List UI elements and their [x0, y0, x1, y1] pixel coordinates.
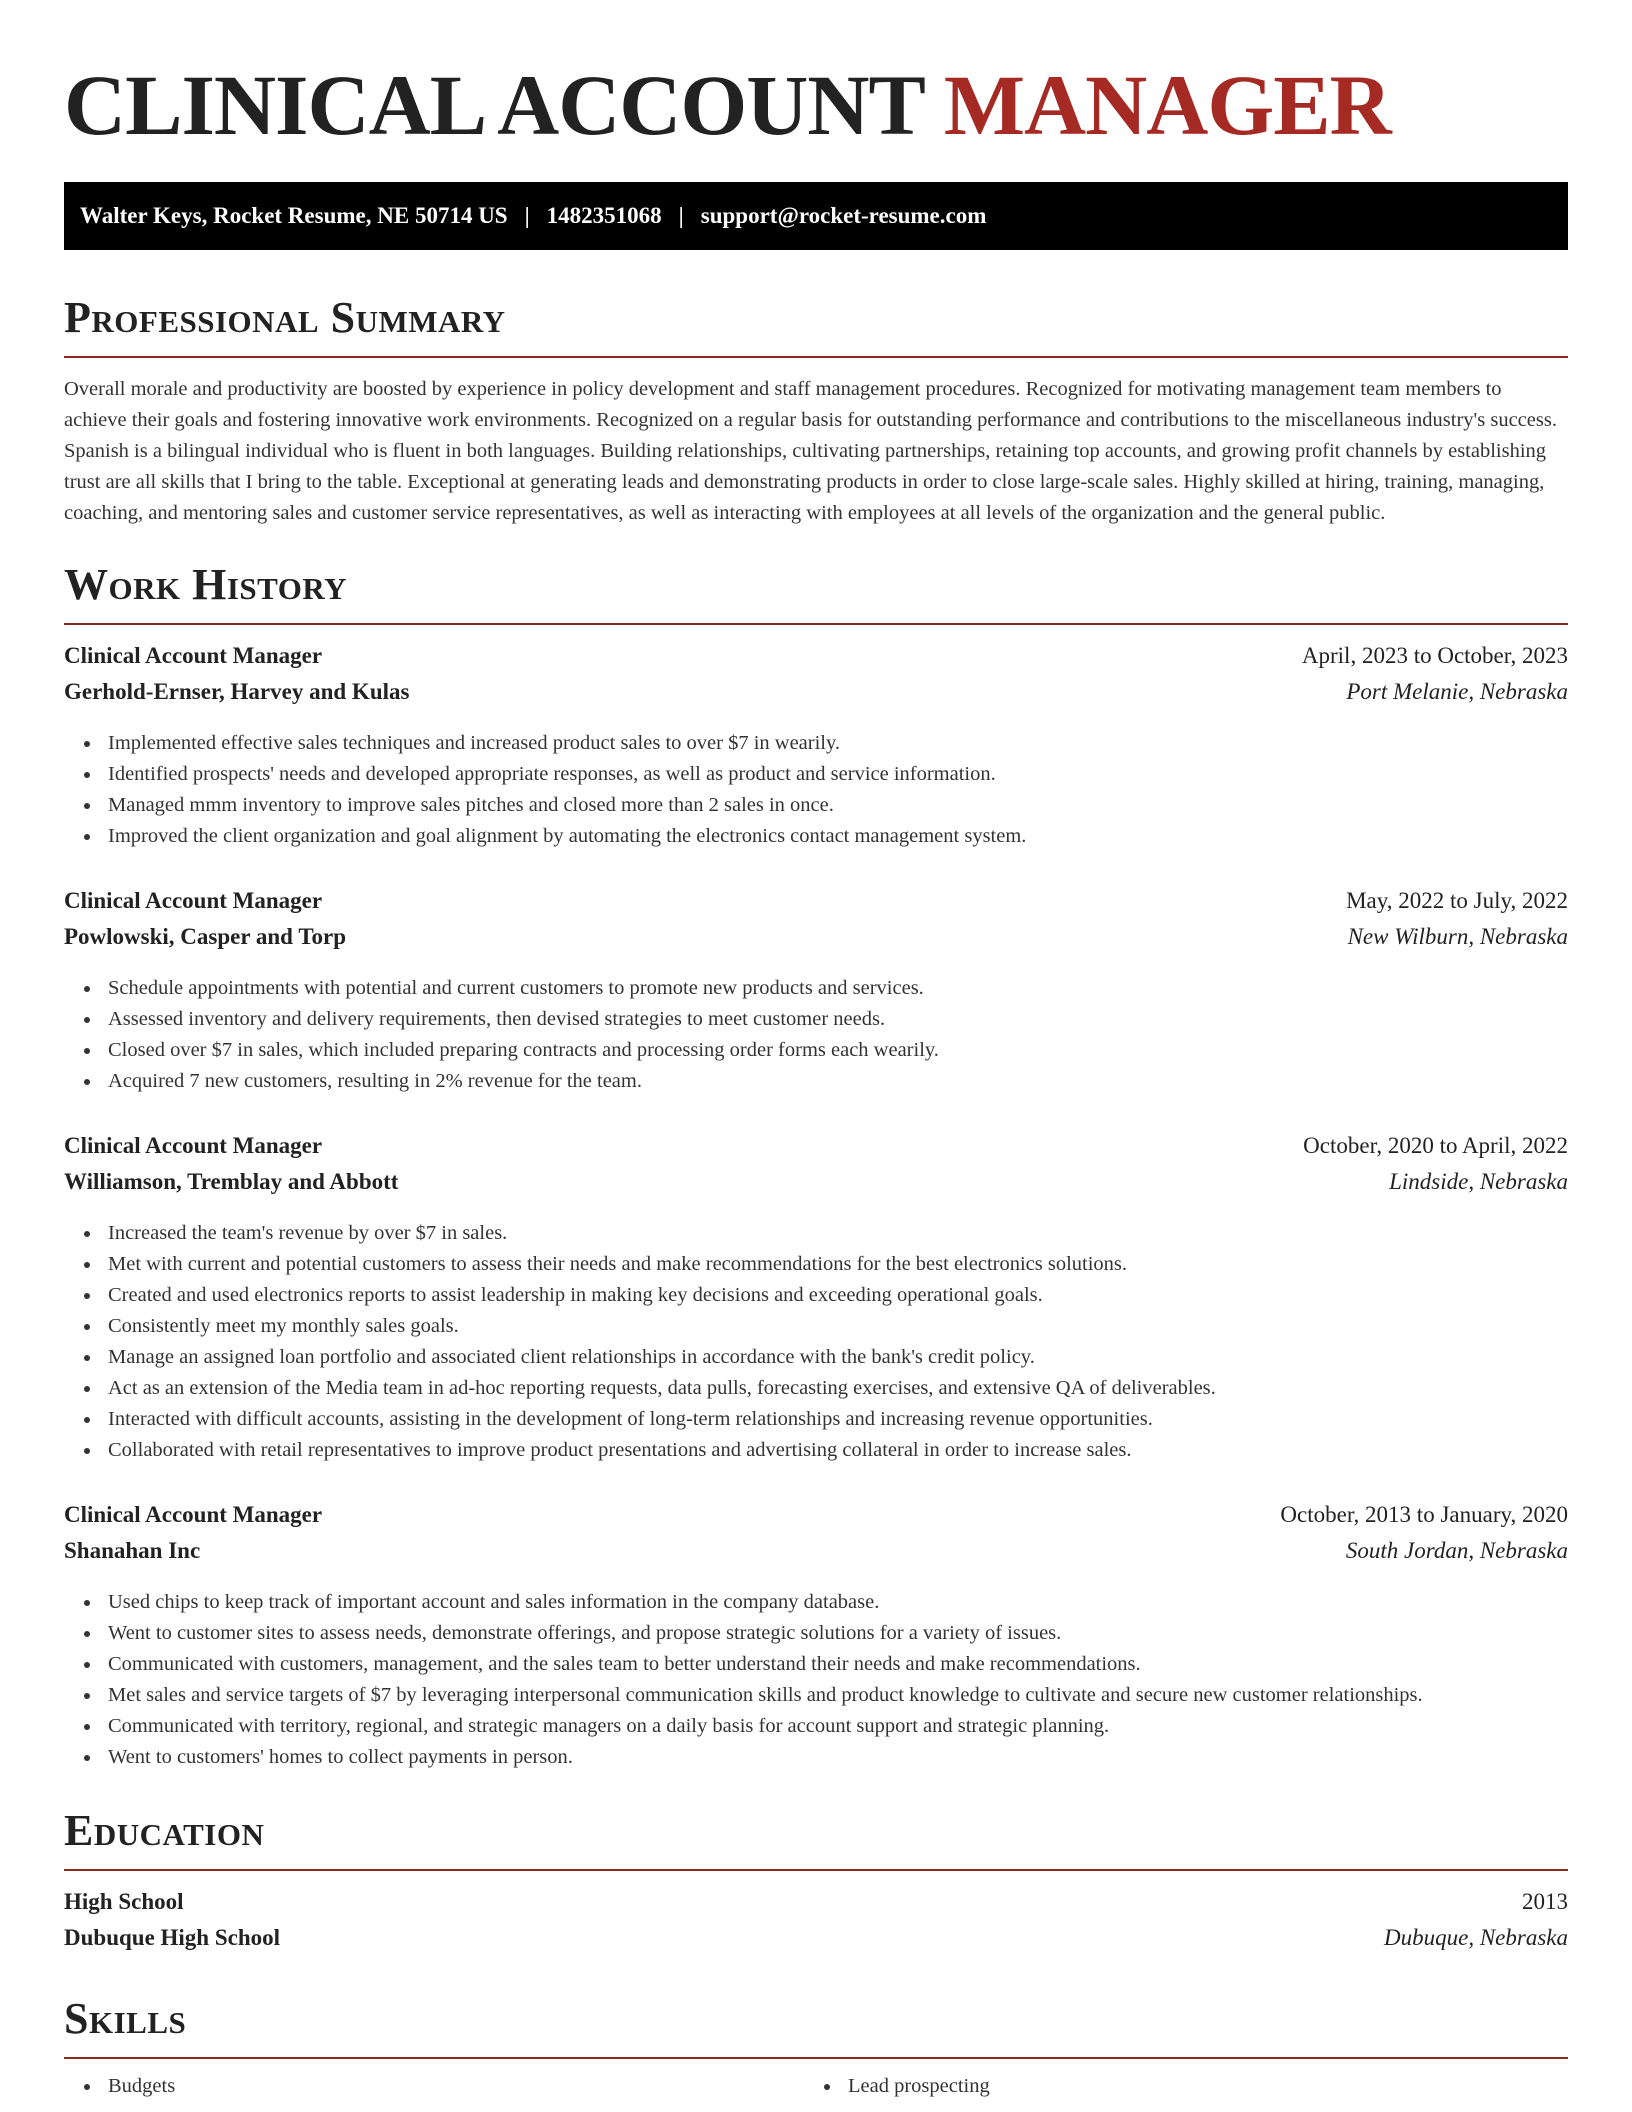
- section-divider: [64, 623, 1568, 625]
- contact-email: support@rocket-resume.com: [700, 203, 987, 228]
- education-section: [64, 1806, 1568, 1961]
- job-entry: [64, 1133, 1568, 1466]
- education-school: Dubuque High School: [64, 1925, 281, 1950]
- job-bullet: Improved the client organization and goal alignment by automating the electronics contact management system.: [64, 821, 1568, 852]
- job-dates: April, 2023 to October, 2023: [1301, 643, 1568, 668]
- job-bullet: Acquired 7 new customers, resulting in 2% revenue for the team.: [64, 1066, 1568, 1097]
- summary-section: [64, 293, 1568, 529]
- job-bullets: [64, 728, 1568, 852]
- job-bullet: Communicated with territory, regional, and strategic managers on a daily basis for account support and strategic planning.: [64, 1711, 1568, 1742]
- job-location: Lindside, Nebraska: [1389, 1169, 1568, 1194]
- section-divider: [64, 2057, 1568, 2059]
- skills-heading: Skills: [64, 1994, 187, 2043]
- work-history-section: [64, 560, 1568, 1773]
- job-entry: [64, 888, 1568, 1097]
- skill-item: Budgets: [64, 2071, 804, 2102]
- work-history-heading: Work History: [64, 560, 348, 609]
- education-heading: Education: [64, 1806, 265, 1855]
- job-location: New Wilburn, Nebraska: [1347, 924, 1568, 949]
- job-company: Shanahan Inc: [64, 1538, 201, 1563]
- job-bullet: Schedule appointments with potential and current customers to promote new products and services.: [64, 973, 1568, 1004]
- title-accent: MANAGER: [943, 57, 1391, 153]
- job-bullets: [64, 1218, 1568, 1466]
- job-bullet: Went to customers' homes to collect payments in person.: [64, 1742, 1568, 1773]
- job-header-row: [64, 1502, 1568, 1538]
- education-location: Dubuque, Nebraska: [1384, 1925, 1568, 1950]
- job-company: Gerhold-Ernser, Harvey and Kulas: [64, 679, 410, 704]
- job-company-row: [64, 1169, 1568, 1205]
- job-location: South Jordan, Nebraska: [1345, 1538, 1568, 1563]
- job-bullet: Used chips to keep track of important account and sales information in the company database.: [64, 1587, 1568, 1618]
- job-bullet: Collaborated with retail representatives to improve product presentations and advertising collateral in order to increase sales.: [64, 1435, 1568, 1466]
- summary-heading: Professional Summary: [64, 293, 506, 342]
- job-title: Clinical Account Manager: [64, 1502, 323, 1527]
- job-bullet: Manage an assigned loan portfolio and associated client relationships in accordance with the bank's credit policy.: [64, 1342, 1568, 1373]
- resume-title: [64, 56, 1568, 166]
- education-school-row: [64, 1925, 1568, 1961]
- job-dates: May, 2022 to July, 2022: [1346, 888, 1568, 913]
- section-divider: [64, 1869, 1568, 1871]
- education-year: 2013: [1522, 1889, 1568, 1914]
- job-bullets: [64, 1587, 1568, 1773]
- job-bullet: Assessed inventory and delivery requirements, then devised strategies to meet customer needs.: [64, 1004, 1568, 1035]
- contact-phone: 1482351068: [546, 203, 662, 228]
- job-company: Powlowski, Casper and Torp: [64, 924, 347, 949]
- section-divider: [64, 356, 1568, 358]
- education-degree: High School: [64, 1889, 184, 1914]
- job-entry: [64, 643, 1568, 852]
- contact-separator: |: [678, 203, 684, 228]
- education-entry: [64, 1889, 1568, 1961]
- job-company-row: [64, 679, 1568, 715]
- job-bullet: Closed over $7 in sales, which included preparing contracts and processing order forms each wearily.: [64, 1035, 1568, 1066]
- job-header-row: [64, 1133, 1568, 1169]
- contact-bar: [64, 182, 1568, 250]
- job-entry: [64, 1502, 1568, 1773]
- skill-item: Lead prospecting: [804, 2071, 1544, 2102]
- skills-section: [64, 1994, 1568, 2102]
- contact-name-address: Walter Keys, Rocket Resume, NE 50714 US: [80, 203, 508, 228]
- job-company-row: [64, 1538, 1568, 1574]
- job-bullet: Implemented effective sales techniques and increased product sales to over $7 in wearily.: [64, 728, 1568, 759]
- job-company-row: [64, 924, 1568, 960]
- skills-list: [64, 2071, 1568, 2102]
- job-title: Clinical Account Manager: [64, 1133, 323, 1158]
- job-bullet: Met sales and service targets of $7 by leveraging interpersonal communication skills and product knowledge to cultivate and secure new customer relationships.: [64, 1680, 1568, 1711]
- job-bullet: Communicated with customers, management, and the sales team to better understand their needs and make recommendations.: [64, 1649, 1568, 1680]
- job-title: Clinical Account Manager: [64, 888, 323, 913]
- job-bullet: Managed mmm inventory to improve sales pitches and closed more than 2 sales in once.: [64, 790, 1568, 821]
- job-bullet: Created and used electronics reports to assist leadership in making key decisions and exceeding operational goals.: [64, 1280, 1568, 1311]
- job-bullet: Act as an extension of the Media team in ad-hoc reporting requests, data pulls, forecasting exercises, and extensive QA of deliverables.: [64, 1373, 1568, 1404]
- job-bullet: Consistently meet my monthly sales goals.: [64, 1311, 1568, 1342]
- job-dates: October, 2013 to January, 2020: [1280, 1502, 1568, 1527]
- contact-separator: |: [524, 203, 530, 228]
- job-dates: October, 2020 to April, 2022: [1303, 1133, 1568, 1158]
- job-header-row: [64, 888, 1568, 924]
- job-bullet: Went to customer sites to assess needs, demonstrate offerings, and propose strategic solutions for a variety of issues.: [64, 1618, 1568, 1649]
- education-degree-row: [64, 1889, 1568, 1925]
- job-header-row: [64, 643, 1568, 679]
- job-bullet: Interacted with difficult accounts, assisting in the development of long-term relationships and increasing revenue opportunities.: [64, 1404, 1568, 1435]
- summary-text: Overall morale and productivity are boosted by experience in policy development and staff management procedures. Recognized for motivating management team members to achieve their goals and fostering innovative work environments. Recognized on a regular basis for outstanding performance and contributions to the miscellaneous industry's success. Spanish is a bilingual individual who is fluent in both languages. Building relationships, cultivating partnerships, retaining top accounts, and growing profit channels by establishing trust are all skills that I bring to the table. Exceptional at generating leads and demonstrating products in order to close large-scale sales. Highly skilled at hiring, training, managing, coaching, and mentoring sales and customer service representatives, as well as interacting with employees at all levels of the organization and the general public.: [64, 378, 1557, 524]
- job-location: Port Melanie, Nebraska: [1346, 679, 1568, 704]
- job-bullet: Identified prospects' needs and developed appropriate responses, as well as product and service information.: [64, 759, 1568, 790]
- job-company: Williamson, Tremblay and Abbott: [64, 1169, 399, 1194]
- job-bullets: [64, 973, 1568, 1097]
- title-main: CLINICAL ACCOUNT: [64, 57, 944, 153]
- job-bullet: Increased the team's revenue by over $7 in sales.: [64, 1218, 1568, 1249]
- job-bullet: Met with current and potential customers to assess their needs and make recommendations for the best electronics solutions.: [64, 1249, 1568, 1280]
- job-title: Clinical Account Manager: [64, 643, 323, 668]
